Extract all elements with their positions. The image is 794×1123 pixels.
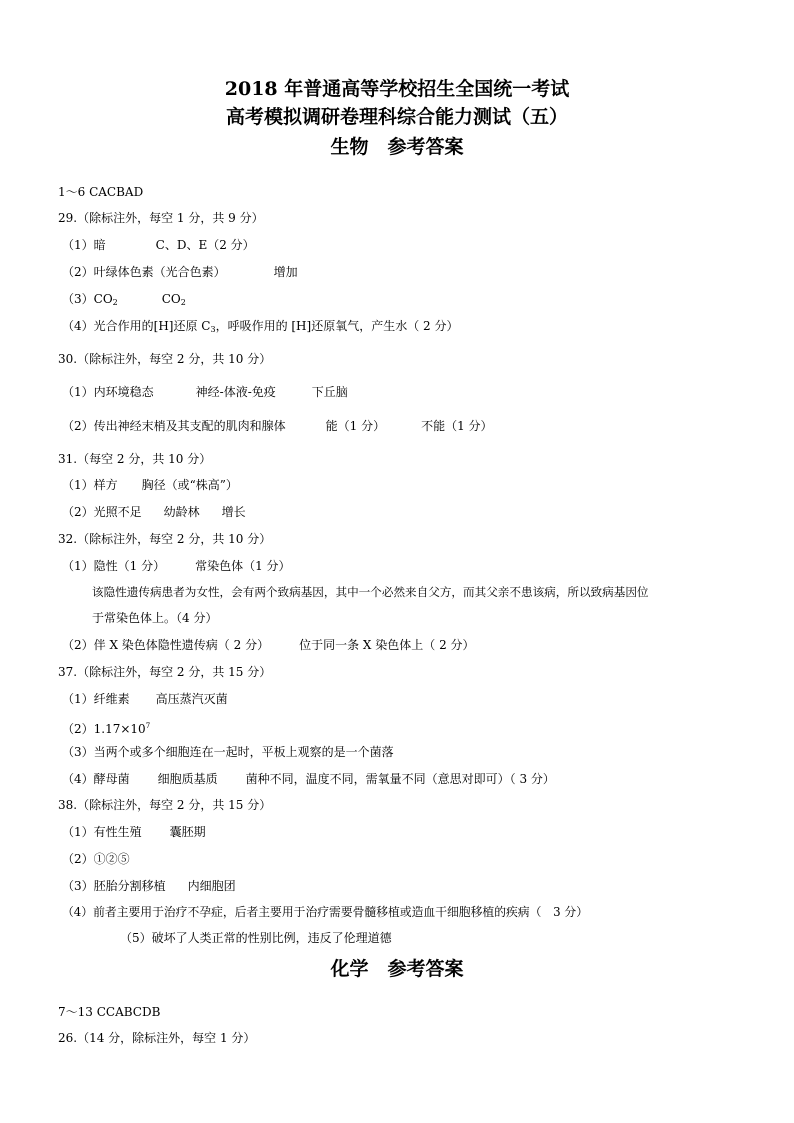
answer-text: CO — [161, 292, 181, 306]
answer-text: （2）光照不足 — [62, 505, 142, 519]
chemistry-section-title: 化学 参考答案 — [330, 958, 464, 980]
answer-text: 位于同一条 X 染色体上（ 2 分） — [299, 638, 475, 652]
answer-text: ，呼吸作用的 [H]还原氧气，产生水（ 2 分） — [215, 319, 459, 333]
question-38-part-1 — [62, 824, 206, 840]
question-29-part-2 — [62, 264, 298, 280]
question-32-header: 32.（除标注外，每空 2 分，共 10 分） — [58, 532, 272, 546]
question-29-part-1 — [62, 237, 255, 253]
question-29-header: 29.（除标注外，每空 1 分，共 9 分） — [58, 211, 264, 225]
answer-text: 增长 — [221, 505, 246, 519]
answer-text: C、D、E（2 分） — [155, 238, 255, 252]
answer-text: 神经-体液-免疫 — [195, 385, 276, 399]
question-26-header: 26.（14 分，除标注外，每空 1 分） — [58, 1031, 256, 1045]
exam-title: 2018 年普通高等学校招生全国统一考试 — [224, 78, 570, 100]
answer-text: （2）传出神经末梢及其支配的肌肉和腺体 — [62, 419, 286, 433]
answer-text: 常染色体（1 分） — [195, 559, 291, 573]
question-38-header: 38.（除标注外，每空 2 分，共 15 分） — [58, 798, 272, 812]
answer-text: （3）CO — [62, 292, 113, 306]
answer-text: 菌种不同，温度不同，需氧量不同（意思对即可）（ 3 分） — [245, 772, 555, 786]
question-32-part-2 — [62, 637, 475, 653]
biology-multiple-choice-answers: 1～6 CACBAD — [58, 185, 144, 199]
question-29-part-3 — [62, 291, 186, 311]
answer-text: （1）暗 — [62, 238, 106, 252]
question-37-part-4 — [62, 771, 555, 787]
answer-text: 下丘脑 — [311, 385, 348, 399]
answer-text: 胸径（或“株高”） — [141, 478, 238, 492]
answer-text: （3）胚胎分割移植 — [62, 879, 166, 893]
question-31-header: 31.（每空 2 分，共 10 分） — [58, 452, 212, 466]
answer-text: （1）纤维素 — [62, 692, 130, 706]
answer-text: （4）酵母菌 — [62, 772, 130, 786]
answer-text: （2）叶绿体色素（光合色素） — [62, 265, 226, 279]
answer-text: （1）有性生殖 — [62, 825, 142, 839]
question-32-explanation-line-1: 该隐性遗传病患者为女性，会有两个致病基因，其中一个必然来自父方，而其父亲不患该病，所以致病基因位 — [92, 585, 649, 599]
question-29-part-4 — [62, 318, 458, 338]
exam-subtitle: 高考模拟调研卷理科综合能力测试（五） — [225, 106, 568, 128]
question-38-part-2: （2）①②⑤ — [62, 852, 130, 866]
question-30-part-2 — [62, 418, 493, 434]
answer-text: 能（1 分） — [325, 419, 386, 433]
question-37-part-2 — [62, 718, 150, 737]
question-38-part-4: （4）前者主要用于治疗不孕症，后者主要用于治疗需要骨髓移植或造血干细胞移植的疾病（ 3 分） — [62, 905, 589, 919]
answer-text: 内细胞团 — [187, 879, 236, 893]
answer-text: （1）样方 — [62, 478, 118, 492]
subscript: 2 — [112, 298, 118, 307]
answer-text: 不能（1 分） — [421, 419, 493, 433]
biology-section-title: 生物 参考答案 — [330, 136, 464, 158]
answer-text: （2）伴 X 染色体隐性遗传病（ 2 分） — [62, 638, 270, 652]
superscript: 7 — [145, 722, 151, 730]
question-32-explanation-line-2: 于常染色体上。（4 分） — [92, 611, 218, 625]
question-38-part-3 — [62, 878, 236, 894]
answer-text: （1）内环境稳态 — [62, 385, 154, 399]
chemistry-multiple-choice-answers: 7～13 CCABCDB — [58, 1005, 161, 1019]
answer-text: 高压蒸汽灭菌 — [155, 692, 228, 706]
question-37-part-3: （3）当两个或多个细胞连在一起时，平板上观察的是一个菌落 — [62, 745, 394, 759]
question-38-part-5: （5）破坏了人类正常的性别比例，违反了伦理道德 — [120, 931, 392, 945]
answer-text: 细胞质基质 — [157, 772, 218, 786]
question-31-part-1 — [62, 477, 238, 493]
question-32-part-1 — [62, 558, 291, 574]
question-37-header: 37.（除标注外，每空 2 分，共 15 分） — [58, 665, 272, 679]
subscript: 3 — [210, 325, 216, 334]
question-30-part-1 — [62, 384, 348, 400]
answer-text: （2）1.17×10 — [62, 722, 146, 736]
answer-text: 囊胚期 — [169, 825, 206, 839]
question-30-header: 30.（除标注外，每空 2 分，共 10 分） — [58, 352, 272, 366]
answer-text: 幼龄林 — [163, 505, 200, 519]
question-37-part-1 — [62, 691, 228, 707]
answer-text: （4）光合作用的[H]还原 C — [62, 319, 211, 333]
subscript: 2 — [180, 298, 186, 307]
answer-text: 增加 — [273, 265, 298, 279]
question-31-part-2 — [62, 504, 246, 520]
answer-text: （1）隐性（1 分） — [62, 559, 166, 573]
